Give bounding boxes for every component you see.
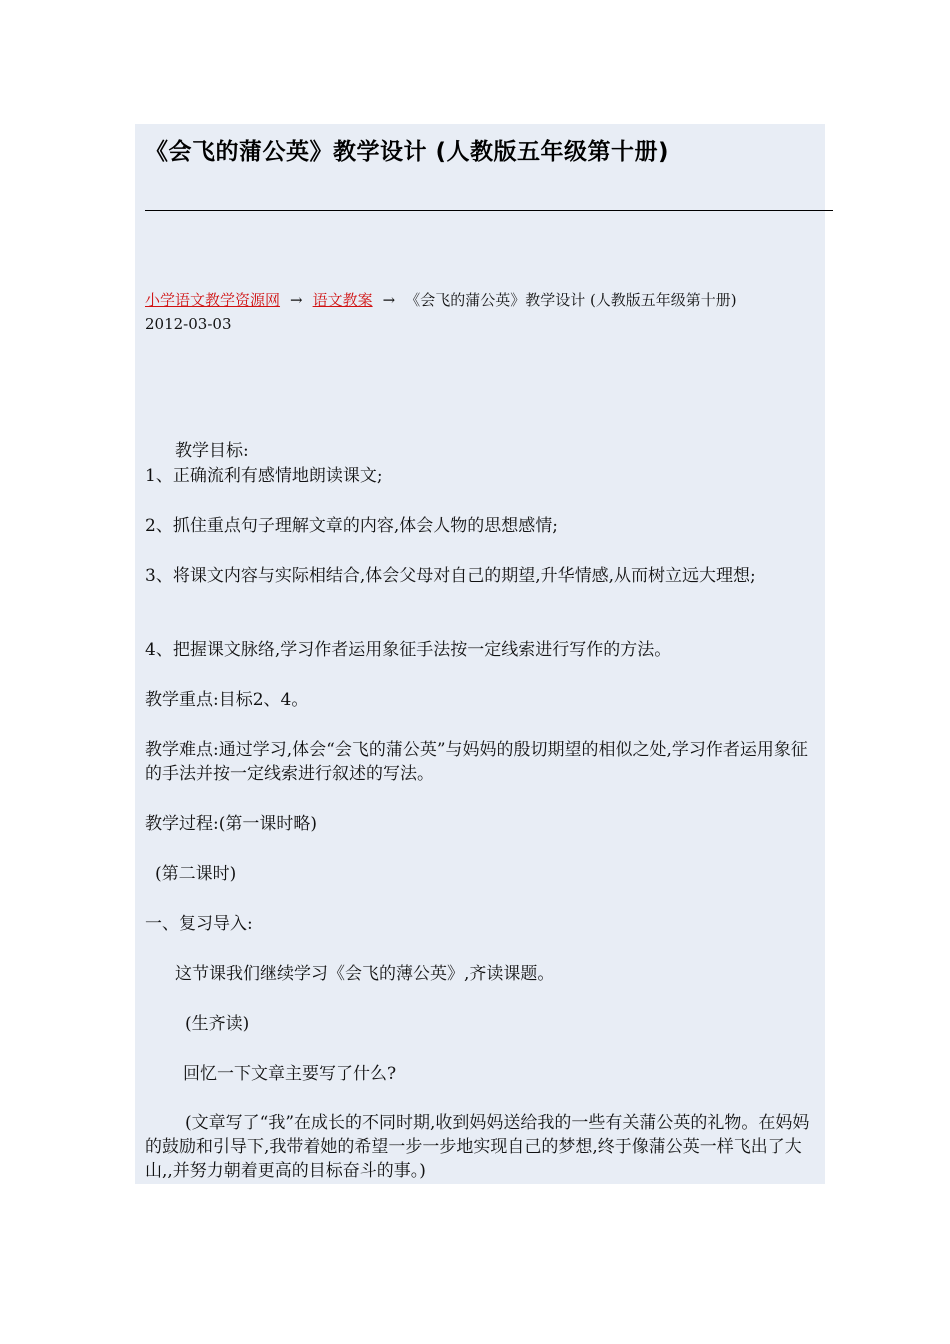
goal-item: 3、将课文内容与实际相结合,体会父母对自己的期望,升华情感,从而树立远大理想; (145, 566, 756, 586)
title-divider (145, 210, 833, 211)
goals-heading: 教学目标: (175, 441, 249, 461)
page-title: 《会飞的蒲公英》教学设计 (人教版五年级第十册) (145, 139, 670, 165)
section-heading: 一、复习导入: (145, 914, 253, 934)
breadcrumb-link-resource-site[interactable]: 小学语文教学资源网 (145, 291, 281, 309)
difficulties: 教学难点:通过学习,体会“会飞的蒲公英”与妈妈的殷切期望的相似之处,学习作者运用象征的手法并按一定线索进行叙述的写法。 (145, 740, 808, 784)
breadcrumb-arrow-icon: → (382, 291, 396, 309)
teaching-process: 教学过程:(第一课时略) (145, 814, 317, 834)
review-question: 回忆一下文章主要写了什么? (183, 1064, 397, 1084)
review-answer: (文章写了“我”在成长的不同时期,收到妈妈送给我的一些有关蒲公英的礼物。在妈妈的鼓励和引导下,我带着她的希望一步一步地实现自己的梦想,终于像蒲公英一样飞出了大山,,并努力朝着更高的目标奋斗的事。) (145, 1113, 810, 1181)
intro-paragraph: 这节课我们继续学习《会飞的薄公英》,齐读课题。 (175, 964, 555, 984)
goal-item: 2、抓住重点句子理解文章的内容,体会人物的思想感情; (145, 516, 558, 536)
key-points: 教学重点:目标2、4。 (145, 690, 309, 710)
goal-item: 4、把握课文脉络,学习作者运用象征手法按一定线索进行写作的方法。 (145, 640, 672, 660)
breadcrumb-current: 《会飞的蒲公英》教学设计 (人教版五年级第十册) (405, 291, 737, 309)
breadcrumb-link-lesson-plans[interactable]: 语文教案 (312, 291, 373, 309)
publish-date: 2012-03-03 (145, 315, 232, 333)
goal-item: 1、正确流利有感情地朗读课文; (145, 466, 383, 486)
breadcrumb-arrow-icon: → (290, 291, 303, 309)
breadcrumb (145, 289, 737, 311)
second-lesson-label: (第二课时) (155, 864, 237, 884)
students-read-note: (生齐读) (185, 1014, 250, 1034)
